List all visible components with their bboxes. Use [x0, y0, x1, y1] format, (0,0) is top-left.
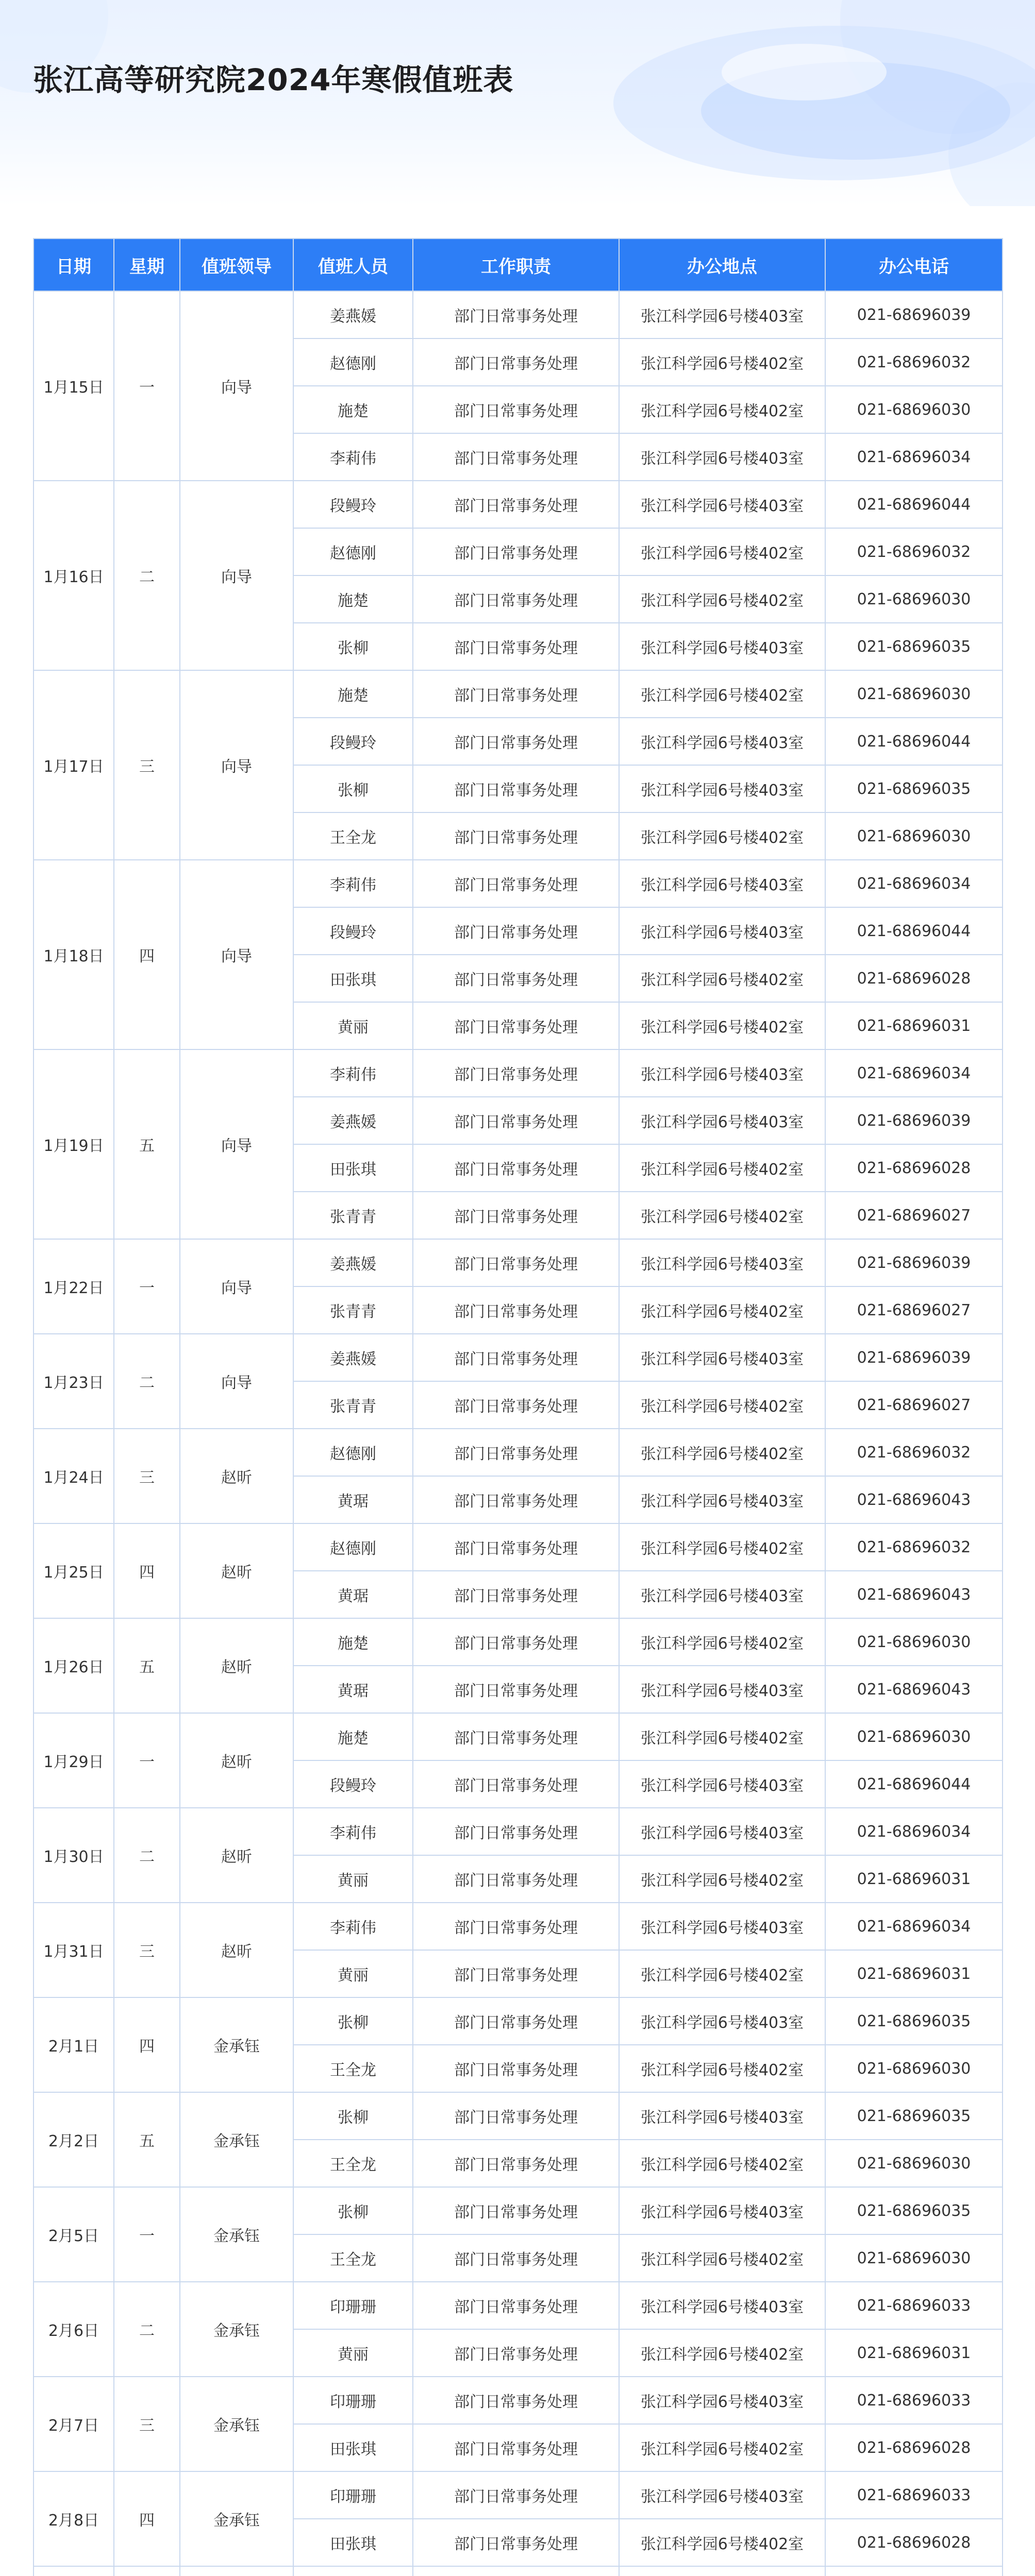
phone-cell: 021-68696030 — [825, 386, 1003, 433]
phone-cell: 021-68696028 — [825, 1144, 1003, 1192]
staff-name-cell: 李莉伟 — [293, 433, 413, 481]
table-row — [34, 1903, 1003, 1950]
staff-name-cell: 张柳 — [293, 1997, 413, 2045]
phone-cell: 021-68696035 — [825, 2187, 1003, 2234]
phone-cell: 021-68696039 — [825, 1239, 1003, 1286]
staff-name-cell: 田张琪 — [293, 1144, 413, 1192]
location-cell: 张江科学园6号楼403室 — [619, 1476, 825, 1523]
staff-name-cell: 印珊珊 — [293, 2377, 413, 2424]
staff-name-cell: 黄丽 — [293, 1855, 413, 1903]
staff-name-cell: 姜燕媛 — [293, 1334, 413, 1381]
location-cell: 张江科学园6号楼402室 — [619, 528, 825, 575]
phone-cell: 021-68696033 — [825, 2471, 1003, 2519]
location-cell: 张江科学园6号楼402室 — [619, 1286, 825, 1334]
duty-cell: 部门日常事务处理 — [413, 1192, 619, 1239]
staff-name-cell: 张青青 — [293, 1286, 413, 1334]
duty-cell: 部门日常事务处理 — [413, 812, 619, 860]
duty-cell: 部门日常事务处理 — [413, 2329, 619, 2377]
duty-cell: 部门日常事务处理 — [413, 670, 619, 718]
staff-name-cell: 李莉伟 — [293, 1049, 413, 1097]
staff-name-cell: 施楚 — [293, 1618, 413, 1666]
phone-cell: 021-68696030 — [825, 2045, 1003, 2092]
duty-cell: 部门日常事务处理 — [413, 1950, 619, 1997]
duty-cell: 部门日常事务处理 — [413, 1286, 619, 1334]
duty-cell — [413, 2566, 619, 2576]
duty-cell: 部门日常事务处理 — [413, 2282, 619, 2329]
phone-cell: 021-68696033 — [825, 2282, 1003, 2329]
staff-name-cell: 田张琪 — [293, 2424, 413, 2471]
table-row — [34, 1334, 1003, 1381]
phone-cell: 021-68696030 — [825, 1713, 1003, 1760]
duty-cell: 部门日常事务处理 — [413, 1760, 619, 1808]
location-cell: 张江科学园6号楼402室 — [619, 1381, 825, 1429]
duty-cell: 部门日常事务处理 — [413, 1097, 619, 1144]
table-row — [34, 1523, 1003, 1571]
date-cell: 2月8日 — [34, 2471, 114, 2566]
leader-cell: 金承钰 — [180, 2282, 293, 2377]
duty-cell: 部门日常事务处理 — [413, 1618, 619, 1666]
staff-name-cell: 黄琚 — [293, 1666, 413, 1713]
date-cell: 1月25日 — [34, 1523, 114, 1618]
location-cell: 张江科学园6号楼403室 — [619, 2471, 825, 2519]
phone-cell: 021-68696034 — [825, 860, 1003, 907]
weekday-cell: 一 — [114, 291, 180, 481]
weekday-cell: 二 — [114, 1334, 180, 1429]
column-header-date: 日期 — [34, 239, 114, 291]
leader-cell: 金承钰 — [180, 2377, 293, 2471]
duty-cell: 部门日常事务处理 — [413, 1476, 619, 1523]
leader-cell: 向导 — [180, 481, 293, 670]
phone-cell: 021-68696027 — [825, 1286, 1003, 1334]
staff-name-cell: 王全龙 — [293, 2045, 413, 2092]
duty-cell: 部门日常事务处理 — [413, 2377, 619, 2424]
duty-cell: 部门日常事务处理 — [413, 1903, 619, 1950]
location-cell: 张江科学园6号楼402室 — [619, 2424, 825, 2471]
phone-cell: 021-68696034 — [825, 1049, 1003, 1097]
phone-cell: 021-68696044 — [825, 1760, 1003, 1808]
duty-cell: 部门日常事务处理 — [413, 291, 619, 338]
date-cell: 1月30日 — [34, 1808, 114, 1903]
staff-name-cell: 黄丽 — [293, 2329, 413, 2377]
location-cell — [619, 2566, 825, 2576]
staff-name-cell: 段鳗玲 — [293, 718, 413, 765]
staff-name-cell: 张柳 — [293, 623, 413, 670]
duty-cell: 部门日常事务处理 — [413, 386, 619, 433]
duty-cell: 部门日常事务处理 — [413, 2187, 619, 2234]
leader-cell: 赵昕 — [180, 1808, 293, 1903]
weekday-cell: 四 — [114, 1523, 180, 1618]
location-cell: 张江科学园6号楼403室 — [619, 433, 825, 481]
location-cell: 张江科学园6号楼402室 — [619, 2234, 825, 2282]
phone-cell: 021-68696032 — [825, 1429, 1003, 1476]
table-row — [34, 2282, 1003, 2329]
location-cell: 张江科学园6号楼403室 — [619, 2282, 825, 2329]
date-cell: 1月16日 — [34, 481, 114, 670]
phone-cell: 021-68696027 — [825, 1192, 1003, 1239]
location-cell: 张江科学园6号楼402室 — [619, 670, 825, 718]
staff-name-cell: 印珊珊 — [293, 2471, 413, 2519]
staff-name-cell: 赵德刚 — [293, 528, 413, 575]
phone-cell: 021-68696028 — [825, 955, 1003, 1002]
staff-name-cell: 黄琚 — [293, 1571, 413, 1618]
phone-cell: 021-68696027 — [825, 1381, 1003, 1429]
date-cell: 1月18日 — [34, 860, 114, 1049]
location-cell: 张江科学园6号楼403室 — [619, 1997, 825, 2045]
phone-cell: 021-68696030 — [825, 670, 1003, 718]
location-cell: 张江科学园6号楼402室 — [619, 812, 825, 860]
location-cell: 张江科学园6号楼403室 — [619, 1334, 825, 1381]
duty-cell: 部门日常事务处理 — [413, 2519, 619, 2566]
phone-cell: 021-68696032 — [825, 528, 1003, 575]
weekday-cell: 五 — [114, 1049, 180, 1239]
table-row — [34, 1429, 1003, 1476]
phone-cell: 021-68696039 — [825, 1334, 1003, 1381]
weekday-cell: 五 — [114, 1618, 180, 1713]
location-cell: 张江科学园6号楼403室 — [619, 1239, 825, 1286]
duty-cell: 部门日常事务处理 — [413, 907, 619, 955]
leader-cell: 向导 — [180, 670, 293, 860]
staff-name-cell: 张柳 — [293, 2187, 413, 2234]
location-cell: 张江科学园6号楼402室 — [619, 1192, 825, 1239]
column-header-location: 办公地点 — [619, 239, 825, 291]
staff-name-cell: 田张琪 — [293, 2519, 413, 2566]
table-row — [34, 1713, 1003, 1760]
phone-cell: 021-68696035 — [825, 1997, 1003, 2045]
column-header-duty: 工作职责 — [413, 239, 619, 291]
weekday-cell: 一 — [114, 1713, 180, 1808]
table-row — [34, 860, 1003, 907]
table-row — [34, 670, 1003, 718]
date-cell: 2月2日 — [34, 2092, 114, 2187]
phone-cell: 021-68696032 — [825, 338, 1003, 386]
phone-cell: 021-68696043 — [825, 1571, 1003, 1618]
location-cell: 张江科学园6号楼402室 — [619, 1618, 825, 1666]
leader-cell: 向导 — [180, 1049, 293, 1239]
weekday-cell: 一 — [114, 1239, 180, 1334]
staff-name-cell: 印珊珊 — [293, 2282, 413, 2329]
duty-cell: 部门日常事务处理 — [413, 575, 619, 623]
location-cell: 张江科学园6号楼403室 — [619, 1808, 825, 1855]
duty-cell: 部门日常事务处理 — [413, 1571, 619, 1618]
weekday-cell — [114, 2566, 180, 2576]
duty-cell: 部门日常事务处理 — [413, 2424, 619, 2471]
duty-cell: 部门日常事务处理 — [413, 433, 619, 481]
staff-name-cell: 王全龙 — [293, 2234, 413, 2282]
location-cell: 张江科学园6号楼402室 — [619, 1429, 825, 1476]
staff-name-cell: 姜燕媛 — [293, 1097, 413, 1144]
phone-cell: 021-68696031 — [825, 2329, 1003, 2377]
duty-cell: 部门日常事务处理 — [413, 2140, 619, 2187]
duty-cell: 部门日常事务处理 — [413, 481, 619, 528]
staff-name-cell: 赵德刚 — [293, 1523, 413, 1571]
location-cell: 张江科学园6号楼403室 — [619, 765, 825, 812]
location-cell: 张江科学园6号楼402室 — [619, 955, 825, 1002]
location-cell: 张江科学园6号楼402室 — [619, 2329, 825, 2377]
staff-name-cell: 黄琚 — [293, 1476, 413, 1523]
staff-name-cell: 施楚 — [293, 1713, 413, 1760]
staff-name-cell: 王全龙 — [293, 812, 413, 860]
duty-schedule-table — [33, 238, 1003, 2576]
staff-name-cell: 赵德刚 — [293, 338, 413, 386]
table-row — [34, 2471, 1003, 2519]
location-cell: 张江科学园6号楼403室 — [619, 623, 825, 670]
location-cell: 张江科学园6号楼403室 — [619, 907, 825, 955]
phone-cell: 021-68696035 — [825, 623, 1003, 670]
leader-cell: 向导 — [180, 860, 293, 1049]
date-cell: 1月24日 — [34, 1429, 114, 1523]
staff-name-cell: 施楚 — [293, 670, 413, 718]
staff-name-cell: 段鳗玲 — [293, 481, 413, 528]
weekday-cell: 三 — [114, 1903, 180, 1997]
weekday-cell: 一 — [114, 2187, 180, 2282]
staff-name-cell: 姜燕媛 — [293, 291, 413, 338]
table-row — [34, 2566, 1003, 2576]
duty-cell: 部门日常事务处理 — [413, 1002, 619, 1049]
duty-cell: 部门日常事务处理 — [413, 2234, 619, 2282]
staff-name-cell: 张青青 — [293, 1192, 413, 1239]
date-cell: 1月29日 — [34, 1713, 114, 1808]
phone-cell: 021-68696028 — [825, 2424, 1003, 2471]
table-row — [34, 1997, 1003, 2045]
phone-cell: 021-68696034 — [825, 1808, 1003, 1855]
phone-cell: 021-68696039 — [825, 291, 1003, 338]
page-title: 张江高等研究院2024年寒假值班表 — [33, 62, 514, 97]
column-header-leader: 值班领导 — [180, 239, 293, 291]
duty-cell: 部门日常事务处理 — [413, 338, 619, 386]
date-cell: 1月31日 — [34, 1903, 114, 1997]
leader-cell: 赵昕 — [180, 1903, 293, 1997]
weekday-cell: 三 — [114, 1429, 180, 1523]
date-cell: 1月15日 — [34, 291, 114, 481]
date-cell: 2月6日 — [34, 2282, 114, 2377]
location-cell: 张江科学园6号楼403室 — [619, 1097, 825, 1144]
staff-name-cell: 段鳗玲 — [293, 907, 413, 955]
phone-cell: 021-68696030 — [825, 2140, 1003, 2187]
leader-cell: 赵昕 — [180, 1429, 293, 1523]
leader-cell: 赵昕 — [180, 1618, 293, 1713]
column-header-staff: 值班人员 — [293, 239, 413, 291]
phone-cell: 021-68696034 — [825, 1903, 1003, 1950]
phone-cell: 021-68696043 — [825, 1666, 1003, 1713]
banner-decoration-graphic — [0, 0, 1035, 206]
phone-cell: 021-68696039 — [825, 1097, 1003, 1144]
date-cell: 2月7日 — [34, 2377, 114, 2471]
staff-name-cell: 黄丽 — [293, 1002, 413, 1049]
duty-cell: 部门日常事务处理 — [413, 1713, 619, 1760]
duty-cell: 部门日常事务处理 — [413, 2471, 619, 2519]
staff-name-cell: 李莉伟 — [293, 1903, 413, 1950]
duty-cell: 部门日常事务处理 — [413, 955, 619, 1002]
phone-cell: 021-68696044 — [825, 907, 1003, 955]
staff-name-cell: 田张琪 — [293, 955, 413, 1002]
phone-cell: 021-68696030 — [825, 812, 1003, 860]
location-cell: 张江科学园6号楼403室 — [619, 291, 825, 338]
weekday-cell: 四 — [114, 860, 180, 1049]
phone-cell — [825, 2566, 1003, 2576]
location-cell: 张江科学园6号楼402室 — [619, 386, 825, 433]
duty-cell: 部门日常事务处理 — [413, 1239, 619, 1286]
date-cell: 1月22日 — [34, 1239, 114, 1334]
weekday-cell: 五 — [114, 2092, 180, 2187]
location-cell: 张江科学园6号楼402室 — [619, 575, 825, 623]
column-header-weekday: 星期 — [114, 239, 180, 291]
location-cell: 张江科学园6号楼403室 — [619, 1049, 825, 1097]
weekday-cell: 二 — [114, 2282, 180, 2377]
phone-cell: 021-68696030 — [825, 1618, 1003, 1666]
location-cell: 张江科学园6号楼403室 — [619, 2187, 825, 2234]
duty-cell: 部门日常事务处理 — [413, 2092, 619, 2140]
location-cell: 张江科学园6号楼402室 — [619, 2519, 825, 2566]
duty-cell: 部门日常事务处理 — [413, 1381, 619, 1429]
table-row — [34, 291, 1003, 338]
table-row — [34, 2377, 1003, 2424]
phone-cell: 021-68696031 — [825, 1855, 1003, 1903]
date-cell: 2月1日 — [34, 1997, 114, 2092]
leader-cell — [180, 2566, 293, 2576]
location-cell: 张江科学园6号楼403室 — [619, 860, 825, 907]
location-cell: 张江科学园6号楼402室 — [619, 2140, 825, 2187]
location-cell: 张江科学园6号楼402室 — [619, 1523, 825, 1571]
date-cell: 1月23日 — [34, 1334, 114, 1429]
date-cell: 1月17日 — [34, 670, 114, 860]
location-cell: 张江科学园6号楼402室 — [619, 1950, 825, 1997]
phone-cell: 021-68696035 — [825, 2092, 1003, 2140]
table-row — [34, 1239, 1003, 1286]
weekday-cell: 二 — [114, 1808, 180, 1903]
duty-cell: 部门日常事务处理 — [413, 1334, 619, 1381]
location-cell: 张江科学园6号楼403室 — [619, 718, 825, 765]
leader-cell: 金承钰 — [180, 2471, 293, 2566]
table-row — [34, 1808, 1003, 1855]
staff-name-cell: 黄丽 — [293, 1950, 413, 1997]
duty-cell: 部门日常事务处理 — [413, 765, 619, 812]
phone-cell: 021-68696031 — [825, 1002, 1003, 1049]
table-header-row — [34, 239, 1003, 291]
duty-cell: 部门日常事务处理 — [413, 1997, 619, 2045]
location-cell: 张江科学园6号楼402室 — [619, 1144, 825, 1192]
leader-cell: 金承钰 — [180, 2187, 293, 2282]
weekday-cell: 三 — [114, 670, 180, 860]
location-cell: 张江科学园6号楼403室 — [619, 1666, 825, 1713]
table-row — [34, 1049, 1003, 1097]
table-row — [34, 1618, 1003, 1666]
duty-cell: 部门日常事务处理 — [413, 1049, 619, 1097]
date-cell: 1月26日 — [34, 1618, 114, 1713]
leader-cell: 向导 — [180, 1239, 293, 1334]
column-header-phone: 办公电话 — [825, 239, 1003, 291]
leader-cell: 赵昕 — [180, 1523, 293, 1618]
header-banner — [0, 0, 1035, 206]
leader-cell: 向导 — [180, 1334, 293, 1429]
date-cell: 2月5日 — [34, 2187, 114, 2282]
location-cell: 张江科学园6号楼402室 — [619, 1855, 825, 1903]
duty-cell: 部门日常事务处理 — [413, 623, 619, 670]
date-cell — [34, 2566, 114, 2576]
leader-cell: 向导 — [180, 291, 293, 481]
weekday-cell: 二 — [114, 481, 180, 670]
duty-cell: 部门日常事务处理 — [413, 1144, 619, 1192]
staff-name-cell: 李莉伟 — [293, 860, 413, 907]
weekday-cell: 四 — [114, 1997, 180, 2092]
staff-name-cell: 段鳗玲 — [293, 1760, 413, 1808]
table-row — [34, 481, 1003, 528]
weekday-cell: 三 — [114, 2377, 180, 2471]
staff-name-cell: 赵德刚 — [293, 1429, 413, 1476]
table-row — [34, 2092, 1003, 2140]
leader-cell: 金承钰 — [180, 2092, 293, 2187]
phone-cell: 021-68696030 — [825, 2234, 1003, 2282]
staff-name-cell: 施楚 — [293, 386, 413, 433]
staff-name-cell — [293, 2566, 413, 2576]
location-cell: 张江科学园6号楼403室 — [619, 1571, 825, 1618]
duty-cell: 部门日常事务处理 — [413, 1855, 619, 1903]
duty-cell: 部门日常事务处理 — [413, 1666, 619, 1713]
location-cell: 张江科学园6号楼403室 — [619, 1760, 825, 1808]
duty-cell: 部门日常事务处理 — [413, 528, 619, 575]
leader-cell: 赵昕 — [180, 1713, 293, 1808]
location-cell: 张江科学园6号楼403室 — [619, 2092, 825, 2140]
phone-cell: 021-68696030 — [825, 575, 1003, 623]
duty-cell: 部门日常事务处理 — [413, 1808, 619, 1855]
location-cell: 张江科学园6号楼402室 — [619, 1002, 825, 1049]
duty-cell: 部门日常事务处理 — [413, 718, 619, 765]
phone-cell: 021-68696032 — [825, 1523, 1003, 1571]
phone-cell: 021-68696034 — [825, 433, 1003, 481]
table-row — [34, 2187, 1003, 2234]
location-cell: 张江科学园6号楼402室 — [619, 1713, 825, 1760]
duty-cell: 部门日常事务处理 — [413, 2045, 619, 2092]
table-body — [34, 291, 1003, 2576]
leader-cell: 金承钰 — [180, 1997, 293, 2092]
staff-name-cell: 张柳 — [293, 765, 413, 812]
phone-cell: 021-68696035 — [825, 765, 1003, 812]
location-cell: 张江科学园6号楼402室 — [619, 338, 825, 386]
staff-name-cell: 王全龙 — [293, 2140, 413, 2187]
staff-name-cell: 李莉伟 — [293, 1808, 413, 1855]
duty-cell: 部门日常事务处理 — [413, 1429, 619, 1476]
location-cell: 张江科学园6号楼402室 — [619, 2045, 825, 2092]
phone-cell: 021-68696043 — [825, 1476, 1003, 1523]
staff-name-cell: 张青青 — [293, 1381, 413, 1429]
duty-cell: 部门日常事务处理 — [413, 860, 619, 907]
duty-cell: 部门日常事务处理 — [413, 1523, 619, 1571]
staff-name-cell: 施楚 — [293, 575, 413, 623]
phone-cell: 021-68696044 — [825, 718, 1003, 765]
location-cell: 张江科学园6号楼403室 — [619, 481, 825, 528]
weekday-cell: 四 — [114, 2471, 180, 2566]
phone-cell: 021-68696033 — [825, 2377, 1003, 2424]
phone-cell: 021-68696031 — [825, 1950, 1003, 1997]
staff-name-cell: 张柳 — [293, 2092, 413, 2140]
phone-cell: 021-68696044 — [825, 481, 1003, 528]
phone-cell: 021-68696028 — [825, 2519, 1003, 2566]
location-cell: 张江科学园6号楼403室 — [619, 2377, 825, 2424]
date-cell: 1月19日 — [34, 1049, 114, 1239]
staff-name-cell: 姜燕媛 — [293, 1239, 413, 1286]
location-cell: 张江科学园6号楼403室 — [619, 1903, 825, 1950]
